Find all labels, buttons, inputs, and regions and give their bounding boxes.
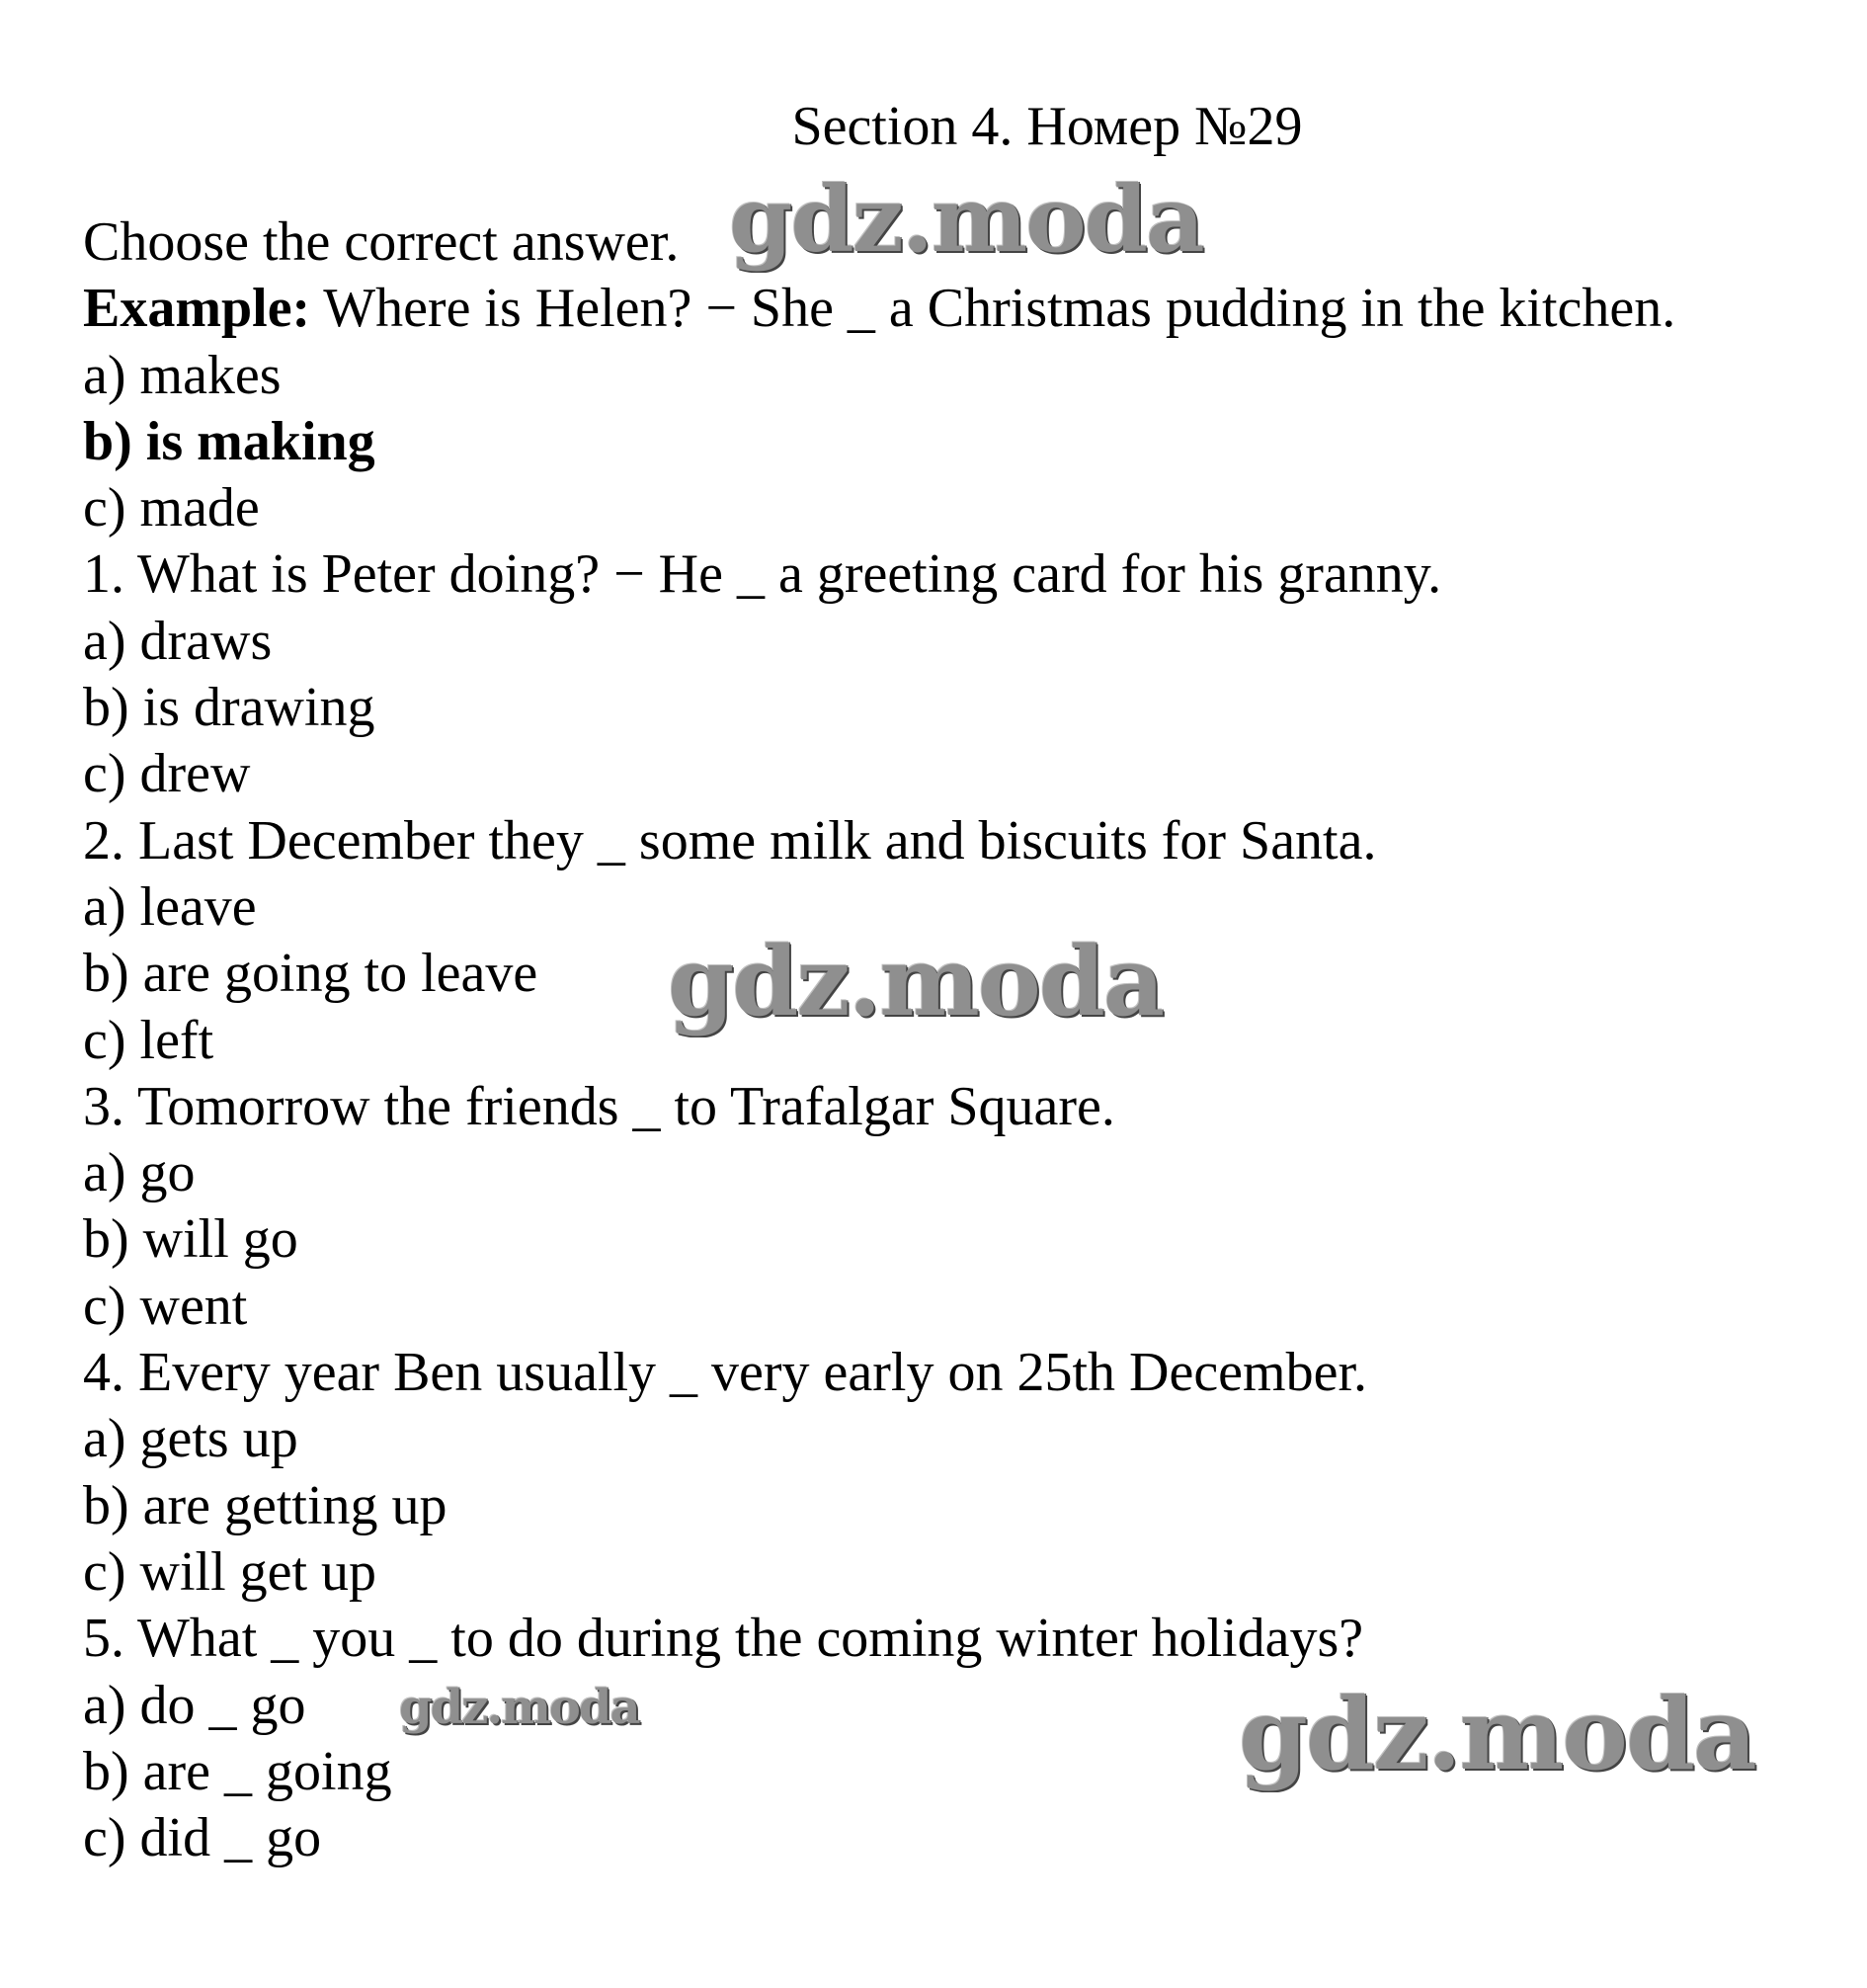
question-2-option-a: a) leave bbox=[83, 875, 257, 938]
example-option-b: b) is making bbox=[83, 410, 375, 472]
question-4-option-c: c) will get up bbox=[83, 1540, 377, 1603]
example-option-c: c) made bbox=[83, 477, 260, 539]
question-3: 3. Tomorrow the friends _ to Trafalgar Square. bbox=[83, 1075, 1115, 1137]
question-1-option-a: a) draws bbox=[83, 610, 273, 672]
example-option-a: a) makes bbox=[83, 344, 282, 406]
question-4-option-b: b) are getting up bbox=[83, 1474, 447, 1536]
question-3-option-c: c) went bbox=[83, 1275, 248, 1337]
watermark: gdz.moda bbox=[668, 926, 1164, 1037]
question-5-option-b: b) are _ going bbox=[83, 1740, 392, 1802]
question-2-option-b: b) are going to leave bbox=[83, 943, 538, 1005]
question-1-option-c: c) drew bbox=[83, 743, 251, 805]
watermark: gdz.moda bbox=[729, 166, 1203, 273]
instruction: Choose the correct answer. bbox=[83, 211, 680, 273]
watermark: gdz.moda bbox=[1239, 1676, 1755, 1792]
question-3-option-a: a) go bbox=[83, 1142, 196, 1204]
question-5-option-a: a) do _ go bbox=[83, 1674, 306, 1736]
question-4-option-a: a) gets up bbox=[83, 1408, 298, 1470]
page-title: Section 4. Номер №29 bbox=[791, 96, 1303, 157]
question-5: 5. What _ you _ to do during the coming winter holidays? bbox=[83, 1608, 1364, 1670]
exercise-body bbox=[83, 209, 1851, 1871]
question-1: 1. What is Peter doing? − He _ a greeting card for his granny. bbox=[83, 543, 1442, 606]
example-label: Example: bbox=[83, 278, 311, 340]
question-4: 4. Every year Ben usually _ very early on 25th December. bbox=[83, 1342, 1368, 1404]
question-1-option-b: b) is drawing bbox=[83, 677, 375, 739]
question-3-option-b: b) will go bbox=[83, 1208, 298, 1271]
question-2-option-c: c) left bbox=[83, 1009, 214, 1071]
question-5-option-c: c) did _ go bbox=[83, 1807, 322, 1869]
question-2: 2. Last December they _ some milk and biscuits for Santa. bbox=[83, 809, 1377, 871]
watermark: gdz.moda bbox=[399, 1680, 639, 1735]
example-question: Where is Helen? − She _ a Christmas pudding in the kitchen. bbox=[310, 278, 1676, 340]
example-question-line bbox=[83, 276, 1851, 342]
